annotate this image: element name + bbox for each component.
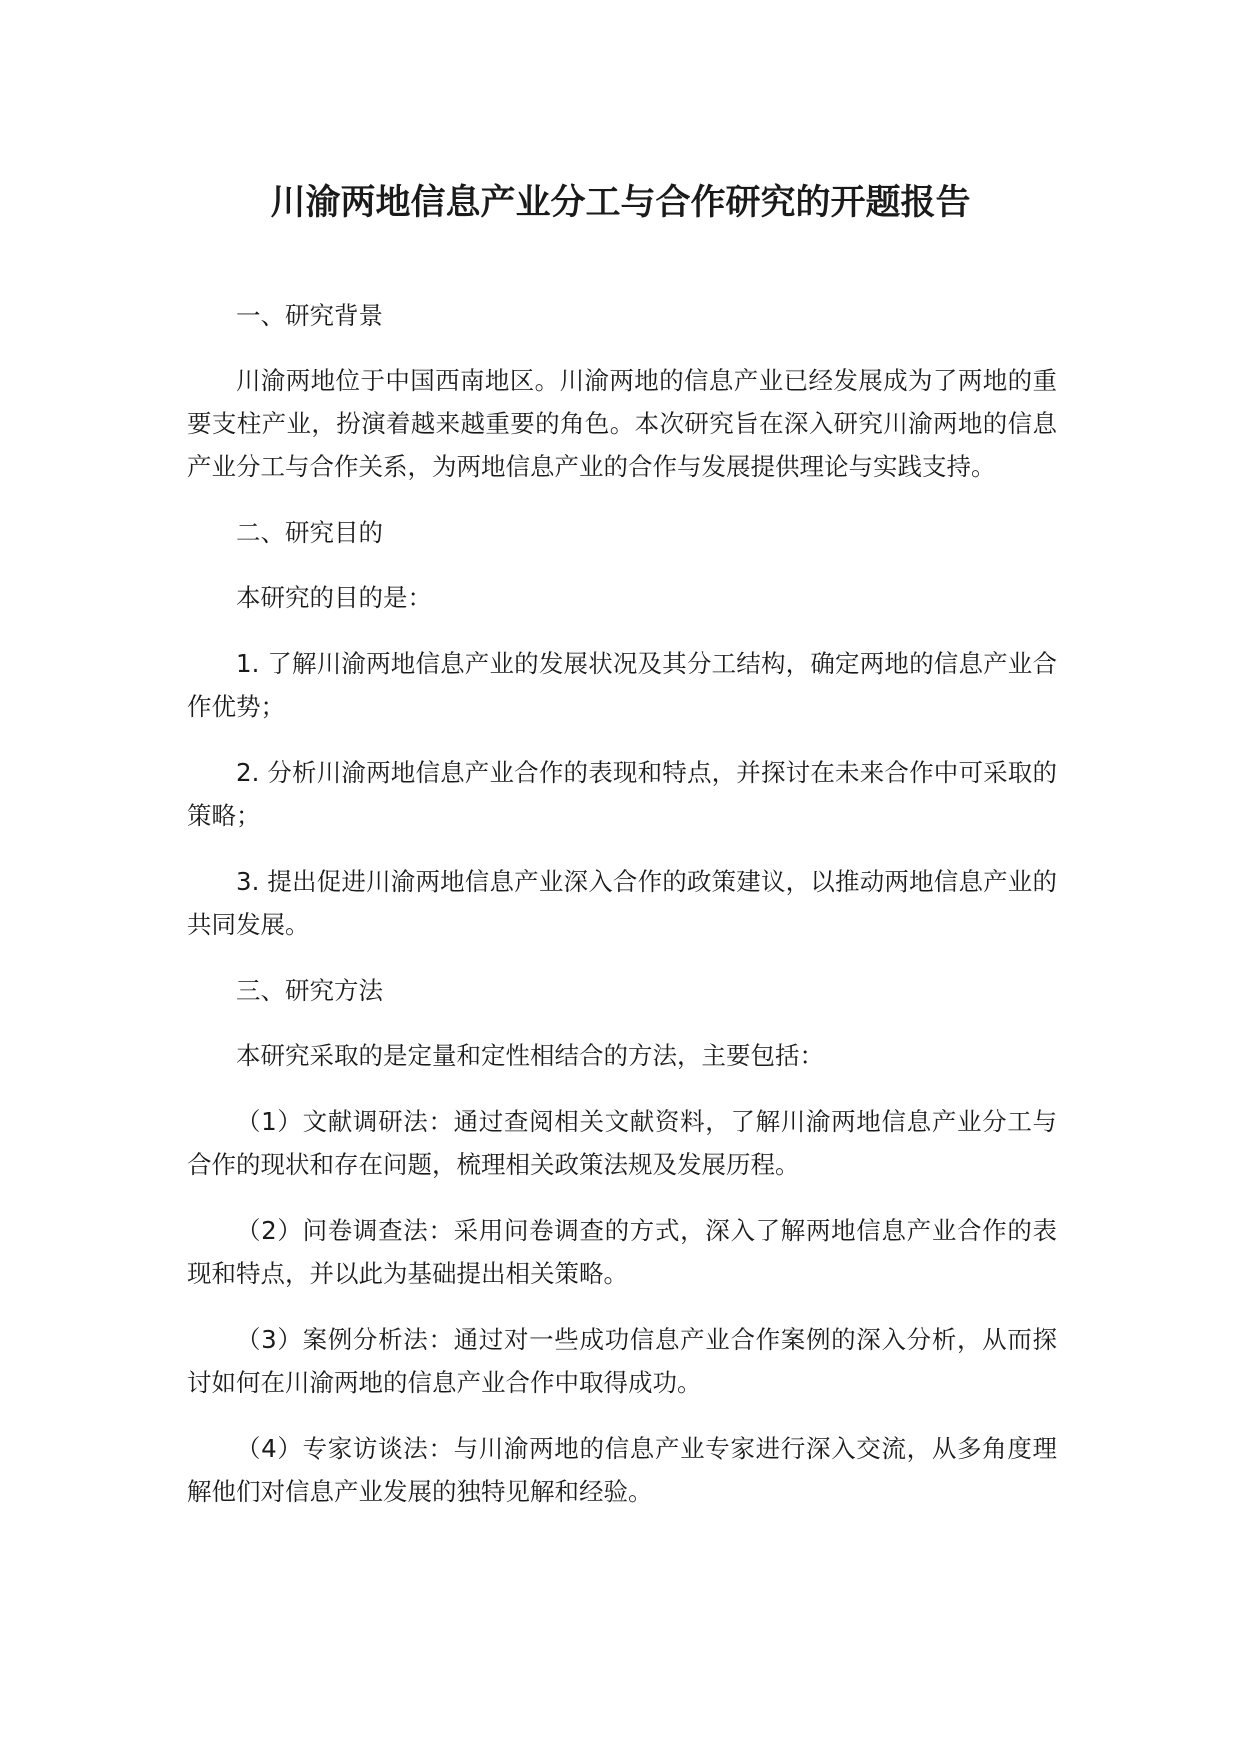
paragraph-purpose-intro: 本研究的目的是： [236, 583, 432, 612]
document-title: 川渝两地信息产业分工与合作研究的开题报告 [270, 183, 971, 223]
section-heading-background: 一、研究背景 [236, 301, 383, 330]
document-body [187, 294, 1057, 1536]
list-item-method-4: （4）专家访谈法：与川渝两地的信息产业专家进行深入交流，从多角度理解他们对信息产业发展的独特见解和经验。 [187, 1434, 1057, 1506]
list-item-method-2: （2）问卷调查法：采用问卷调查的方式，深入了解两地信息产业合作的表现和特点，并以此为基础提出相关策略。 [187, 1216, 1057, 1288]
paragraph-method-intro: 本研究采取的是定量和定性相结合的方法，主要包括： [236, 1041, 824, 1070]
list-item-purpose-2: 2. 分析川渝两地信息产业合作的表现和特点，并探讨在未来合作中可采取的策略； [187, 758, 1057, 830]
list-item-method-1: （1）文献调研法：通过查阅相关文献资料，了解川渝两地信息产业分工与合作的现状和存在问题，梳理相关政策法规及发展历程。 [187, 1107, 1057, 1179]
section-heading-method: 三、研究方法 [236, 976, 383, 1005]
list-item-purpose-1: 1. 了解川渝两地信息产业的发展状况及其分工结构，确定两地的信息产业合作优势； [187, 649, 1057, 721]
list-item-method-3: （3）案例分析法：通过对一些成功信息产业合作案例的深入分析，从而探讨如何在川渝两地的信息产业合作中取得成功。 [187, 1325, 1057, 1397]
section-heading-purpose: 二、研究目的 [236, 518, 383, 547]
list-item-purpose-3: 3. 提出促进川渝两地信息产业深入合作的政策建议，以推动两地信息产业的共同发展。 [187, 867, 1057, 939]
paragraph-background: 川渝两地位于中国西南地区。川渝两地的信息产业已经发展成为了两地的重要支柱产业，扮演着越来越重要的角色。本次研究旨在深入研究川渝两地的信息产业分工与合作关系，为两地信息产业的合作与发展提供理论与实践支持。 [187, 366, 1057, 481]
